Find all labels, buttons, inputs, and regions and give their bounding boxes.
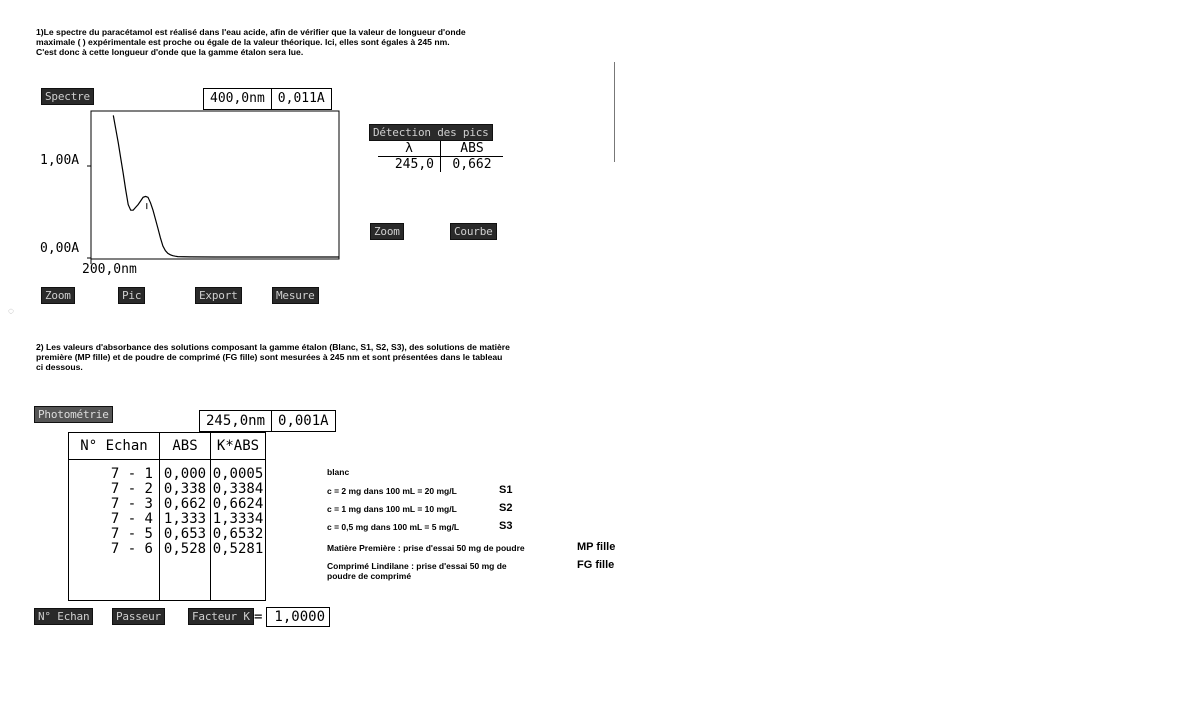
intro-line-2: maximale ( ) expérimentale est proche ou égale de la valeur théorique. Ici, elles sont égales à 245 nm. <box>36 37 450 47</box>
spectrum-title-tag: Spectre <box>41 88 94 105</box>
photometry-title-tag: Photométrie <box>34 406 113 423</box>
table-cell-kabs: 0,6624 <box>212 496 264 512</box>
table-cell-abs: 0,528 <box>163 541 207 557</box>
peak-header-lambda: λ <box>378 141 441 157</box>
changer-tag[interactable]: Passeur <box>112 608 165 625</box>
export-button[interactable]: Export <box>195 287 242 304</box>
peak-button[interactable]: Pic <box>118 287 145 304</box>
k-factor-tag[interactable]: Facteur K <box>188 608 254 625</box>
legend-s2-text: c = 1 mg dans 100 mL = 10 mg/L <box>327 504 457 514</box>
k-factor-value[interactable]: 1,0000 <box>266 607 330 627</box>
peak-header-abs: ABS <box>460 141 484 156</box>
legend-s1-text: c = 2 mg dans 100 mL = 20 mg/L <box>327 486 457 496</box>
scan-artifact-mark: ◌ <box>8 306 14 317</box>
photometry-readout-abs: 0,001A <box>271 411 335 431</box>
x-tick-label-left: 200,0nm <box>82 262 137 277</box>
zoom-button[interactable]: Zoom <box>41 287 75 304</box>
table-cell-abs: 0,662 <box>163 496 207 512</box>
spectrum-readout <box>203 88 332 110</box>
side-zoom-button[interactable]: Zoom <box>370 223 404 240</box>
measure-button[interactable]: Mesure <box>272 287 319 304</box>
legend-mp-code: MP fille <box>577 541 616 553</box>
legend-mp-text: Matière Première : prise d'essai 50 mg de poudre <box>327 543 525 553</box>
section2-line-2: première (MP fille) et de poudre de comprimé (FG fille) sont mesurées à 245 nm et sont présentées dans le tableau <box>36 352 503 362</box>
table-cell-kabs: 0,0005 <box>212 466 264 482</box>
peak-lambda-value: 245,0 <box>378 157 441 173</box>
section2-line-1: 2) Les valeurs d'absorbance des solutions composant la gamme étalon (Blanc, S1, S2, S3), des solutions de matière <box>36 342 510 352</box>
intro-paragraph <box>36 27 636 57</box>
table-cell-sample: 7 - 1 <box>110 466 153 482</box>
legend-s2-code: S2 <box>499 502 513 514</box>
table-cell-kabs: 0,6532 <box>212 526 264 542</box>
table-cell-abs: 1,333 <box>163 511 207 527</box>
table-cell-sample: 7 - 5 <box>110 526 153 542</box>
peak-table <box>378 141 503 172</box>
spectrum-series-line <box>113 115 339 257</box>
table-cell-sample: 7 - 2 <box>110 481 153 497</box>
spectrum-chart <box>85 108 347 266</box>
table-cell-sample: 7 - 4 <box>110 511 153 527</box>
table-cell-abs: 0,000 <box>163 466 207 482</box>
photometry-readout-wavelength: 245,0nm <box>206 413 266 429</box>
y-tick-label-top: 1,00A <box>40 153 80 168</box>
k-equals-sign: = <box>254 609 263 625</box>
legend-s1-code: S1 <box>499 484 513 496</box>
legend-blank: blanc <box>327 467 350 477</box>
sample-number-tag[interactable]: N° Echan <box>34 608 93 625</box>
col-header-kabs: K*ABS <box>216 438 260 454</box>
scan-artifact-line <box>614 62 615 162</box>
table-cell-kabs: 0,3384 <box>212 481 264 497</box>
table-cell-kabs: 0,5281 <box>212 541 264 557</box>
col-header-abs: ABS <box>172 438 198 454</box>
table-cell-kabs: 1,3334 <box>212 511 264 527</box>
table-header-divider <box>69 459 265 460</box>
peak-detection-tag: Détection des pics <box>369 124 493 141</box>
legend-fg-code: FG fille <box>577 559 615 571</box>
legend-fg-line-2: poudre de comprimé <box>327 571 412 581</box>
photometry-readout <box>199 410 336 432</box>
col-header-sample: N° Echan <box>80 438 148 454</box>
section2-paragraph <box>36 342 636 372</box>
plot-frame <box>91 111 339 259</box>
legend-fg-line-1: Comprimé Lindilane : prise d'essai 50 mg de <box>327 561 507 571</box>
y-tick-label-bottom: 0,00A <box>40 241 80 256</box>
intro-line-1: 1)Le spectre du paracétamol est réalisé dans l'eau acide, afin de vérifier que la valeur de longueur d'onde <box>36 27 466 37</box>
table-cell-sample: 7 - 3 <box>110 496 153 512</box>
legend-s3-code: S3 <box>499 520 513 532</box>
legend-s3-text: c = 0,5 mg dans 100 mL = 5 mg/L <box>327 522 460 532</box>
peak-abs-value: 0,662 <box>452 157 492 172</box>
spectrum-readout-abs: 0,011A <box>271 89 331 109</box>
spectrum-readout-wavelength: 400,0nm <box>210 91 265 106</box>
table-cell-abs: 0,338 <box>163 481 207 497</box>
legend-fg-text <box>327 561 507 581</box>
section2-line-3: ci dessous. <box>36 362 83 372</box>
curve-button[interactable]: Courbe <box>450 223 497 240</box>
intro-line-3: C'est donc à cette longueur d'onde que la gamme étalon sera lue. <box>36 47 304 57</box>
table-cell-sample: 7 - 6 <box>110 541 153 557</box>
photometry-table <box>68 432 266 601</box>
table-cell-abs: 0,653 <box>163 526 207 542</box>
